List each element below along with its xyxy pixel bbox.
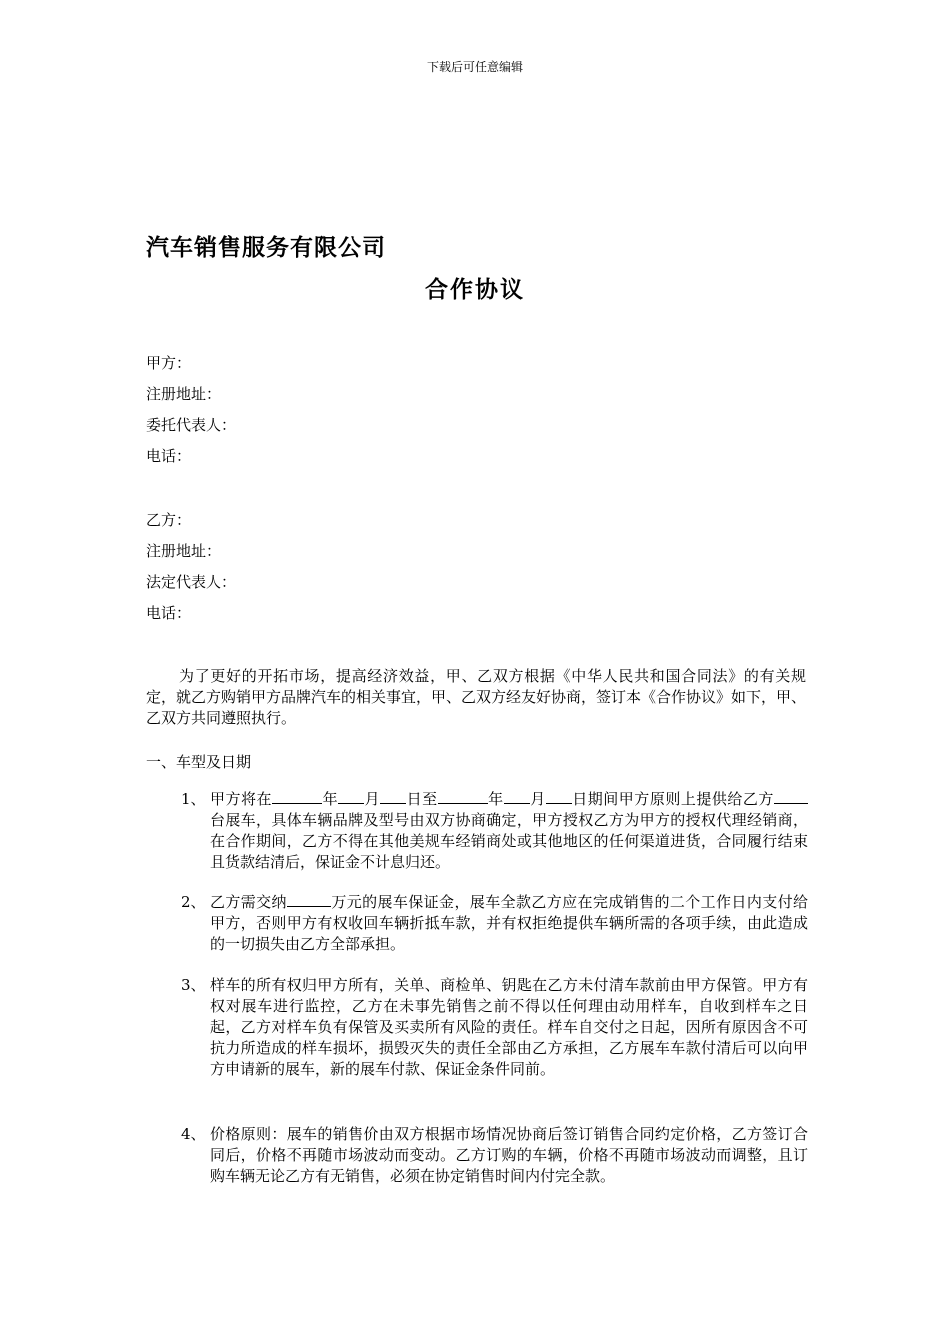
company-name: 汽车销售服务有限公司 bbox=[146, 235, 386, 261]
party-b-name-label: 乙方： bbox=[146, 511, 192, 529]
clause-number: 3、 bbox=[181, 976, 206, 994]
clause-text: 乙方需交纳 万元的展车保证金，展车全款乙方应在完成销售的二个工作日内支付给甲方，否则甲方有权收回车辆折抵车款，并有权拒绝提供车辆所需的各项手续，由此造成的一切损失由乙方全部承担。 bbox=[210, 893, 808, 953]
blank-field bbox=[774, 789, 808, 804]
party-a-name-label: 甲方： bbox=[146, 354, 192, 372]
blank-field bbox=[438, 789, 488, 804]
blank-field bbox=[338, 789, 364, 804]
clause-2 bbox=[181, 892, 808, 955]
blank-field bbox=[546, 789, 572, 804]
clause-text: 甲方将在 年 月 日至 年 月 日期间甲方原则上提供给乙方台展车，具体车辆品牌及型号由双方协商确定，甲方授权乙方为甲方的授权代理经销商，在合作期间，乙方不得在其他美规车经销商处或其他地区的任何渠道进货，合同履行结束且货款结清后，保证金不计息归还。 bbox=[210, 790, 808, 871]
intro-paragraph: 为了更好的开拓市场，提高经济效益，甲、乙双方根据《中华人民共和国合同法》的有关规定，就乙方购销甲方品牌汽车的相关事宜，甲、乙双方经友好协商，签订本《合作协议》如下，甲、乙双方共同遵照执行。 bbox=[146, 667, 807, 727]
section-heading: 一、车型及日期 bbox=[146, 753, 252, 771]
blank-field bbox=[272, 789, 322, 804]
party-a-phone-label: 电话： bbox=[146, 447, 192, 465]
blank-field bbox=[380, 789, 406, 804]
clause-text: 样车的所有权归甲方所有，关单、商检单、钥匙在乙方未付清车款前由甲方保管。甲方有权对展车进行监控，乙方在未事先销售之前不得以任何理由动用样车，自收到样车之日起，乙方对样车负有保管及买卖所有风险的责任。样车自交付之日起，因所有原因含不可抗力所造成的样车损坏，损毁灭失的责任全部由乙方承担，乙方展车车款付清后可以向甲方申请新的展车，新的展车付款、保证金条件同前。 bbox=[210, 976, 808, 1078]
party-a-address-label: 注册地址： bbox=[146, 385, 222, 403]
clause-1 bbox=[181, 789, 808, 873]
page-header-note: 下载后可任意编辑 bbox=[426, 60, 523, 74]
document-title: 合作协议 bbox=[425, 277, 525, 303]
party-b-rep-label: 法定代表人： bbox=[146, 573, 237, 591]
clause-number: 2、 bbox=[181, 893, 206, 911]
party-b-phone-label: 电话： bbox=[146, 604, 192, 622]
clause-number: 1、 bbox=[181, 790, 206, 808]
clause-3 bbox=[181, 975, 808, 1080]
blank-field bbox=[504, 789, 530, 804]
clause-number: 4、 bbox=[181, 1125, 206, 1143]
clause-4 bbox=[181, 1124, 808, 1187]
party-a-rep-label: 委托代表人： bbox=[146, 416, 237, 434]
clause-text: 价格原则：展车的销售价由双方根据市场情况协商后签订销售合同约定价格，乙方签订合同后，价格不再随市场波动而变动。乙方订购的车辆，价格不再随市场波动而调整，且订购车辆无论乙方有无销售，必须在协定销售时间内付完全款。 bbox=[210, 1125, 808, 1185]
blank-field bbox=[287, 892, 331, 907]
party-b-address-label: 注册地址： bbox=[146, 542, 222, 560]
